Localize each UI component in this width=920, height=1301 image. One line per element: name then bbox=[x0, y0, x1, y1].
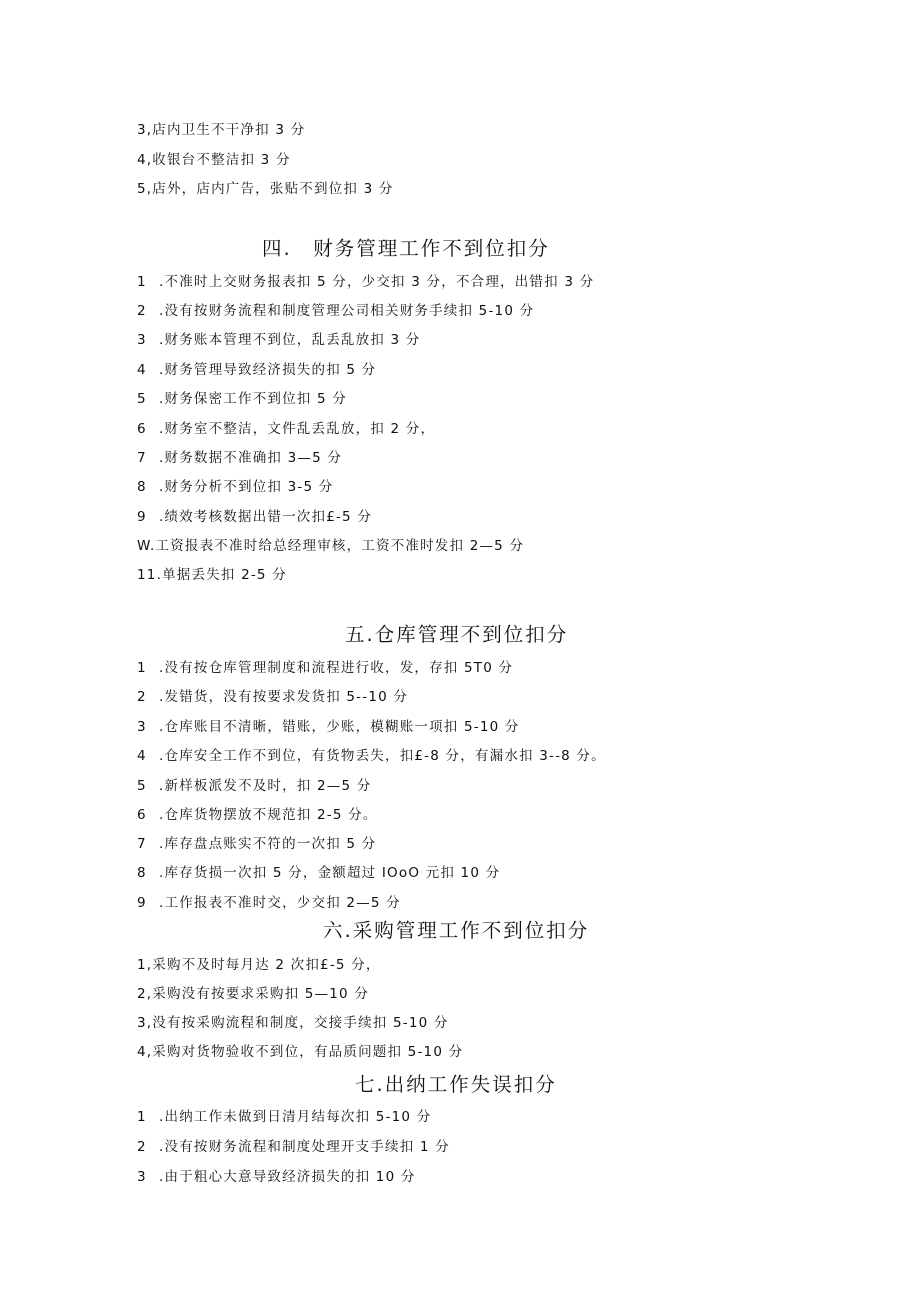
list-item: 4,收银台不整洁扣 3 分 bbox=[137, 152, 291, 168]
list-item: 9 .绩效考核数据出错一次扣£-5 分 bbox=[137, 509, 373, 525]
list-item: 2 .没有按财务流程和制度管理公司相关财务手续扣 5-10 分 bbox=[137, 303, 535, 319]
list-item: 6 .财务室不整洁，文件乱丢乱放，扣 2 分， bbox=[137, 421, 436, 437]
list-item: W.工资报表不准时给总经理审核，工资不准时发扣 2—5 分 bbox=[137, 538, 525, 554]
list-item: 1,采购不及时每月达 2 次扣£-5 分， bbox=[137, 957, 381, 973]
list-item: 9 .工作报表不准时交，少交扣 2—5 分 bbox=[137, 895, 401, 911]
list-item: 8 .库存货损一次扣 5 分，金额超过 IOoO 元扣 10 分 bbox=[137, 865, 501, 881]
list-item: 3,店内卫生不干净扣 3 分 bbox=[137, 122, 306, 138]
list-item: 5,店外，店内广告，张贴不到位扣 3 分 bbox=[137, 181, 394, 197]
list-item: 8 .财务分析不到位扣 3-5 分 bbox=[137, 479, 334, 495]
list-item: 3 .由于粗心大意导致经济损失的扣 10 分 bbox=[137, 1169, 416, 1185]
list-item: 6 .仓库货物摆放不规范扣 2-5 分。 bbox=[137, 807, 378, 823]
section-heading-warehouse: 五.仓库管理不到位扣分 bbox=[345, 623, 569, 646]
list-item: 2 .发错货，没有按要求发货扣 5--10 分 bbox=[137, 689, 409, 705]
list-item: 3 .财务账本管理不到位，乱丢乱放扣 3 分 bbox=[137, 332, 421, 348]
section-heading-cashier: 七.出纳工作失误扣分 bbox=[355, 1073, 557, 1096]
list-item: 2,采购没有按要求采购扣 5—10 分 bbox=[137, 986, 370, 1002]
list-item: 3 .仓库账目不清晰，错账，少账，模糊账一项扣 5-10 分 bbox=[137, 719, 520, 735]
list-item: 1 .出纳工作未做到日清月结每次扣 5-10 分 bbox=[137, 1109, 432, 1125]
list-item: 7 .库存盘点账实不符的一次扣 5 分 bbox=[137, 836, 377, 852]
section-heading-finance: 四. 财务管理工作不到位扣分 bbox=[262, 237, 550, 260]
list-item: 2 .没有按财务流程和制度处理开支手续扣 1 分 bbox=[137, 1139, 450, 1155]
list-item: 5 .新样板派发不及时，扣 2—5 分 bbox=[137, 778, 372, 794]
section-heading-purchasing: 六.采购管理工作不到位扣分 bbox=[323, 919, 590, 942]
list-item: 5 .财务保密工作不到位扣 5 分 bbox=[137, 391, 347, 407]
list-item: 4 .仓库安全工作不到位，有货物丢失，扣£-8 分，有漏水扣 3--8 分。 bbox=[137, 748, 606, 764]
list-item: 3,没有按采购流程和制度，交接手续扣 5-10 分 bbox=[137, 1015, 449, 1031]
list-item: 1 .没有按仓库管理制度和流程进行收，发，存扣 5T0 分 bbox=[137, 660, 514, 676]
list-item: 4,采购对货物验收不到位，有品质问题扣 5-10 分 bbox=[137, 1044, 464, 1060]
list-item: 7 .财务数据不准确扣 3—5 分 bbox=[137, 450, 343, 466]
list-item: 1 .不准时上交财务报表扣 5 分，少交扣 3 分，不合理，出错扣 3 分 bbox=[137, 274, 595, 290]
list-item: 11.单据丢失扣 2-5 分 bbox=[137, 567, 287, 583]
list-item: 4 .财务管理导致经济损失的扣 5 分 bbox=[137, 362, 377, 378]
